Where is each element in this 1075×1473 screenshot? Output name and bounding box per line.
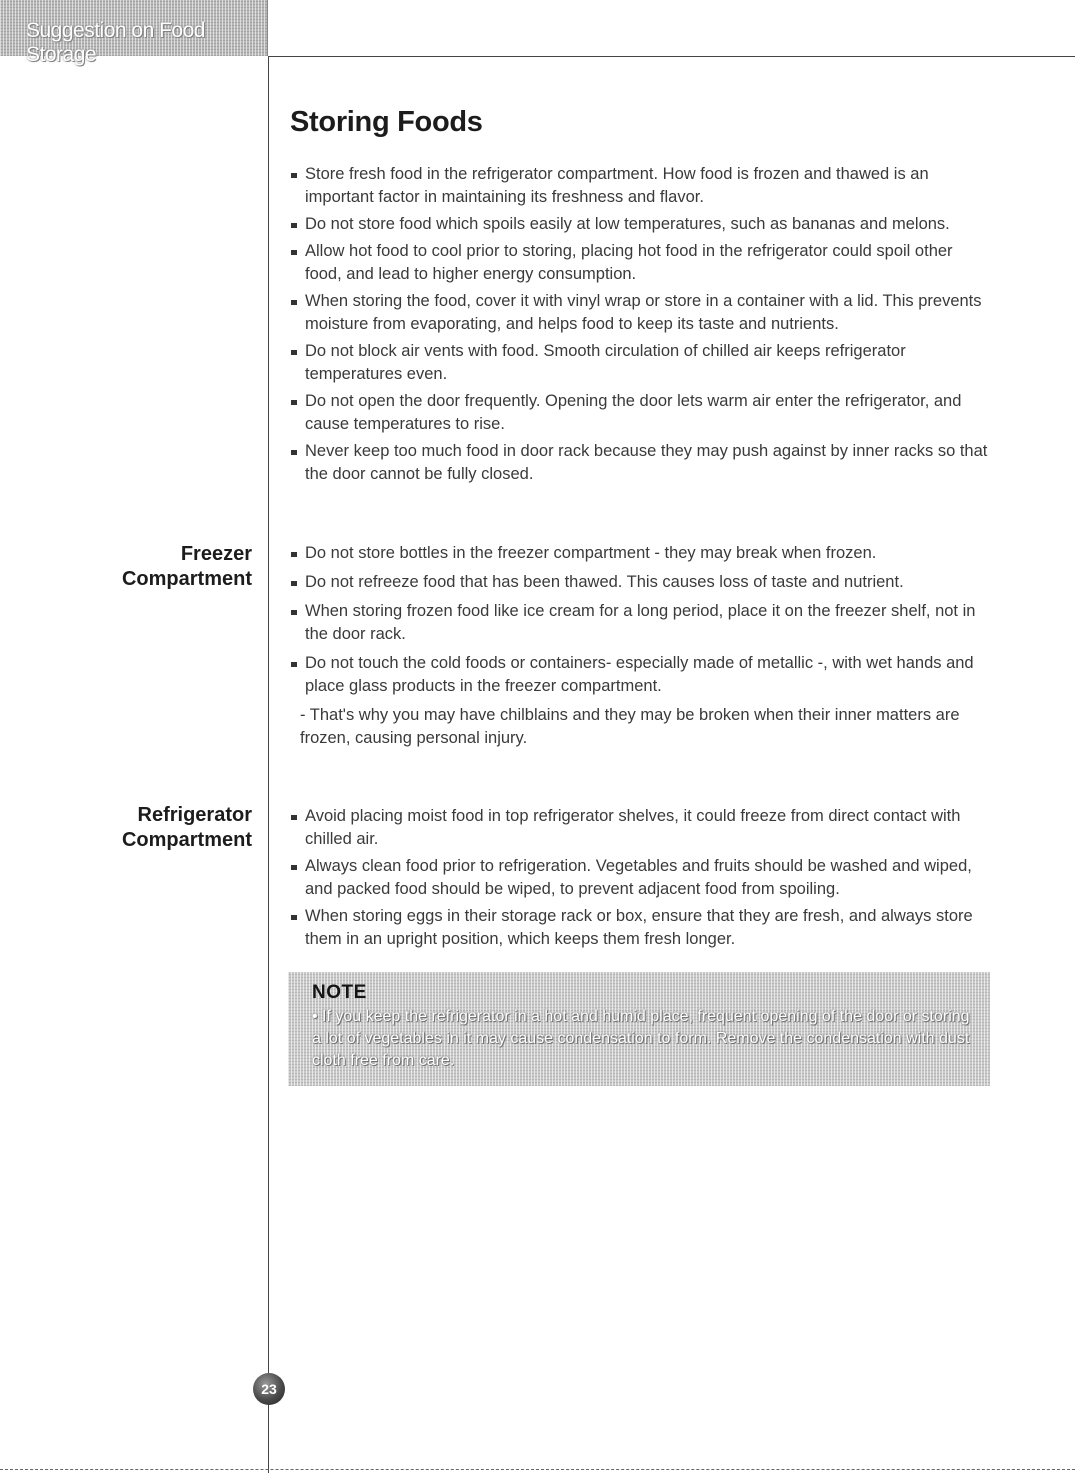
note-box <box>288 972 990 1086</box>
list-item: Do not open the door frequently. Opening the door lets warm air enter the refrigerator, and cause temperatures to rise. <box>290 390 990 436</box>
list-item: When storing the food, cover it with vinyl wrap or store in a container with a lid. This prevents moisture from evaporating, and helps food to keep its taste and nutrients. <box>290 290 990 336</box>
freezer-label-line2: Compartment <box>121 568 252 590</box>
page-number-badge: 23 <box>253 1373 285 1405</box>
freezer-tips-list <box>290 542 990 756</box>
list-item: Store fresh food in the refrigerator compartment. How food is frozen and thawed is an important factor in maintaining its freshness and flavor. <box>290 163 990 209</box>
refrigerator-section-label <box>40 803 252 853</box>
list-item: Do not touch the cold foods or containers- especially made of metallic -, with wet hands and place glass products in the freezer compartment. <box>290 652 990 698</box>
list-item: Do not store bottles in the freezer compartment - they may break when frozen. <box>290 542 990 565</box>
refrigerator-tips-list <box>290 805 990 955</box>
list-item: Avoid placing moist food in top refrigerator shelves, it could freeze from direct contact with chilled air. <box>290 805 990 851</box>
list-item: When storing frozen food like ice cream for a long period, place it on the freezer shelf, not in the door rack. <box>290 600 990 646</box>
list-item: Do not refreeze food that has been thawed. This causes loss of taste and nutrient. <box>290 571 990 594</box>
section-tab <box>0 0 268 66</box>
list-item: When storing eggs in their storage rack or box, ensure that they are fresh, and always store them in an upright position, which keeps them fresh longer. <box>290 905 990 951</box>
header-rule <box>268 56 1075 57</box>
bottom-rule <box>0 1469 1075 1470</box>
refrigerator-label-line2: Compartment <box>121 829 252 851</box>
freezer-section-label <box>40 542 252 592</box>
note-title: NOTE <box>312 982 367 1003</box>
refrigerator-label-line1: Refrigerator <box>137 804 252 826</box>
page-title: Storing Foods <box>290 106 483 138</box>
list-item: Allow hot food to cool prior to storing, placing hot food in the refrigerator could spoil other food, and lead to higher energy consumption. <box>290 240 990 286</box>
list-item: Do not store food which spoils easily at low temperatures, such as bananas and melons. <box>290 213 990 236</box>
freezer-label-line1: Freezer <box>180 543 252 565</box>
note-text: • If you keep the refrigerator in a hot and humid place, frequent opening of the door or storing a lot of vegetables in it may cause condensation to form. Remove the condensation with dust cloth free from care. <box>312 1008 970 1069</box>
freezer-warning: - That's why you may have chilblains and they may be broken when their inner matters are frozen, causing personal injury. <box>300 706 960 747</box>
list-item: Never keep too much food in door rack because they may push against by inner racks so that the door cannot be fully closed. <box>290 440 990 486</box>
vertical-rule <box>268 56 269 1473</box>
section-tab-label: Suggestion on Food Storage <box>26 19 205 66</box>
list-item: Do not block air vents with food. Smooth circulation of chilled air keeps refrigerator temperatures even. <box>290 340 990 386</box>
general-tips-list <box>290 163 990 490</box>
list-item: Always clean food prior to refrigeration. Vegetables and fruits should be washed and wiped, and packed food should be wiped, to prevent adjacent food from spoiling. <box>290 855 990 901</box>
